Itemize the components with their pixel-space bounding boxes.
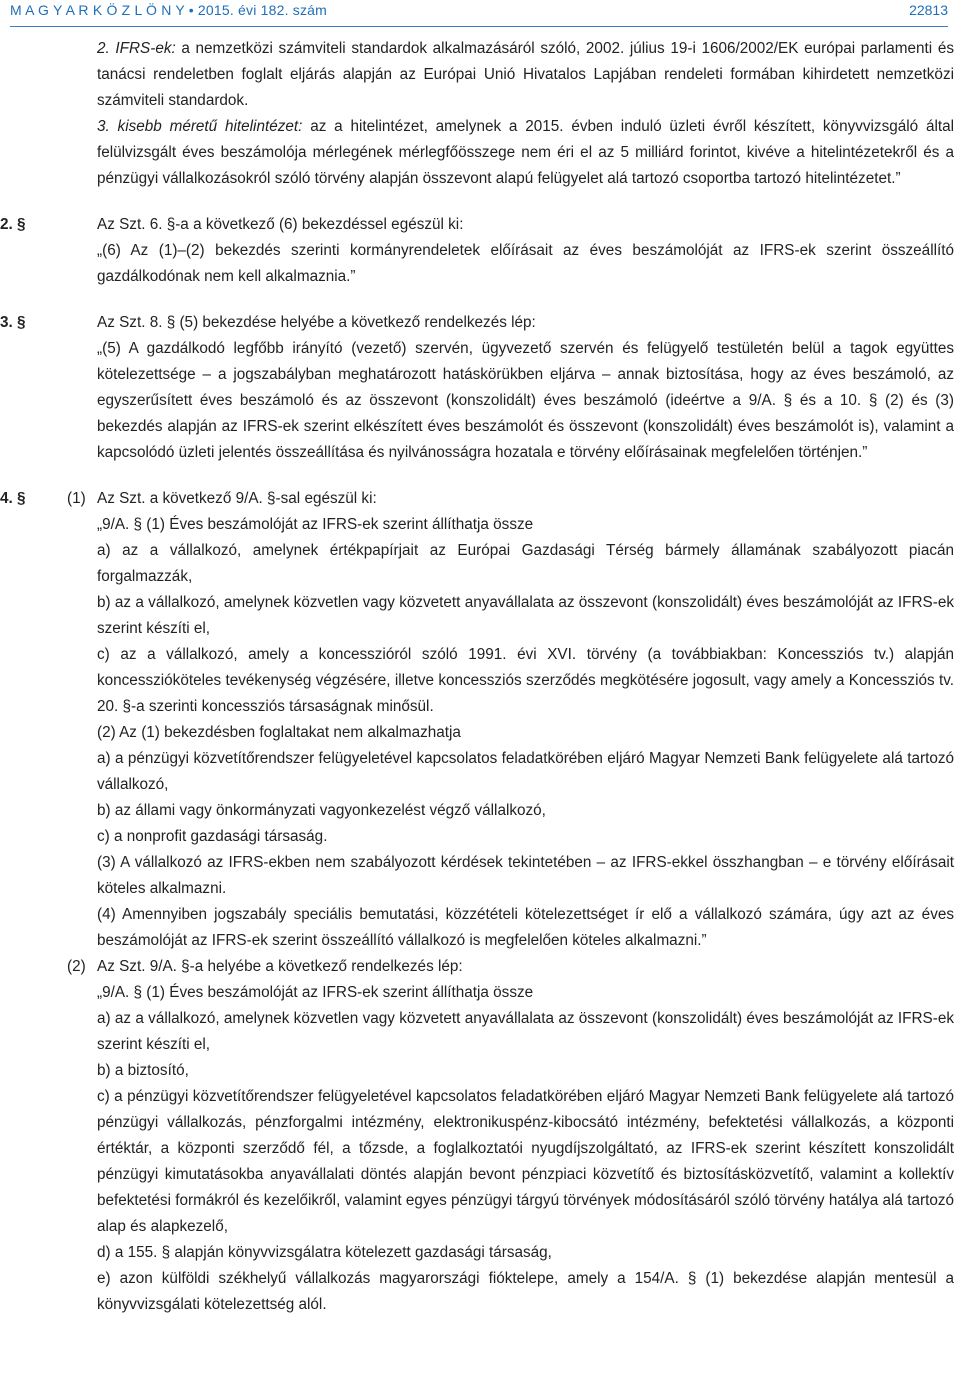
page-header <box>10 0 948 22</box>
subsection-2 <box>0 954 960 1318</box>
paragraph-line: a) a pénzügyi közvetítőrendszer felügyeletével kapcsolatos feladatkörében eljáró Magyar Nemzeti Bank felügyelete alá tartozó vállalkozó, <box>97 750 954 793</box>
paragraph-line: (2) Az (1) bekezdésben foglaltakat nem alkalmazhatja <box>97 724 461 741</box>
paragraph-line: (4) Amennyiben jogszabály speciális bemutatási, közzétételi kötelezettséget ír elő a vállalkozó számára, úgy azt az éves beszámolóját az IFRS-ek szerint összeállító vállalkozó is megfelelően köteles alkalmazni.” <box>97 906 954 949</box>
definition-ifrs <box>0 36 960 114</box>
definition-text: a nemzetközi számviteli standardok alkalmazásáról szóló, 2002. július 19-i 1606/2002/EK európai parlamenti és tanácsi rendeletben foglalt eljárás alapján az Európai Unió Hivatalos Lapjában rendeleti formában kihirdetett nemzetközi számviteli standardok. <box>97 40 954 109</box>
paragraph-line: d) a 155. § alapján könyvvizsgálatra kötelezett gazdasági társaság, <box>97 1244 552 1261</box>
subsection-number: (2) <box>67 958 86 975</box>
definition-term: 3. kisebb méretű hitelintézet: <box>97 118 303 135</box>
paragraph-line: b) az állami vagy önkormányzati vagyonkezelést végző vállalkozó, <box>97 802 546 819</box>
section-4 <box>0 486 960 1318</box>
section-intro: Az Szt. 6. §-a a következő (6) bekezdéssel egészül ki: <box>97 216 464 233</box>
section-intro: Az Szt. 8. § (5) bekezdése helyébe a következő rendelkezés lép: <box>97 314 536 331</box>
section-text: „(6) Az (1)–(2) bekezdés szerinti kormányrendeletek előírásait az éves beszámolóját az IFRS-ek szerint összeállító gazdálkodónak nem kell alkalmaznia.” <box>97 242 954 285</box>
definition-small-bank <box>0 114 960 192</box>
section-2 <box>0 212 960 290</box>
subsection-intro: Az Szt. a következő 9/A. §-sal egészül ki: <box>97 490 377 507</box>
paragraph-line: (3) A vállalkozó az IFRS-ekben nem szabályozott kérdések tekintetében – az IFRS-ekkel összhangban – e törvény előírásait köteles alkalmazni. <box>97 854 954 897</box>
paragraph-line: b) az a vállalkozó, amelynek közvetlen vagy közvetett anyavállalata az összevont (konszolidált) éves beszámolóját az IFRS-ek szerint készíti el, <box>97 594 954 637</box>
paragraph-line: „9/A. § (1) Éves beszámolóját az IFRS-ek szerint állíthatja össze <box>97 516 534 533</box>
paragraph-line: a) az a vállalkozó, amelynek közvetlen vagy közvetett anyavállalata az összevont (konszolidált) éves beszámolóját az IFRS-ek szerint készíti el, <box>97 1010 954 1053</box>
subsection-number: (1) <box>67 490 86 507</box>
header-rule <box>10 26 948 27</box>
paragraph-line: a) az a vállalkozó, amelynek értékpapírjait az Európai Gazdasági Térség bármely államának szabályozott piacán forgalmazzák, <box>97 542 954 585</box>
journal-title: M A G Y A R K Ö Z L Ö N Y • 2015. évi 182. szám <box>10 2 328 18</box>
section-number: 3. § <box>0 314 26 331</box>
section-text: „(5) A gazdálkodó legfőbb irányító (vezető) szervén, ügyvezető szervén és felügyelő testületén belül a tagok együttes kötelezettsége – a jogszabályban meghatározott hatáskörükben eljárva – annak biztosítása, hogy az éves beszámoló, az egyszerűsített éves beszámoló és az összevont (konszolidált) éves beszámoló (ideértve a 9/A. § és a 10. § (2) és (3) bekezdés alapján az IFRS-ek szerint elkészített éves beszámolót és összevont (konszolidált) éves beszámolót is), valamint a kapcsolódó üzleti jelentés összeállítása és nyilvánosságra hozatala e törvény előírásainak megfelelően történjen.” <box>97 340 954 461</box>
subsection-1 <box>0 486 960 954</box>
paragraph-line: „9/A. § (1) Éves beszámolóját az IFRS-ek szerint állíthatja össze <box>97 984 534 1001</box>
paragraph-line: b) a biztosító, <box>97 1062 189 1079</box>
section-3 <box>0 310 960 466</box>
paragraph-line: e) azon külföldi székhelyű vállalkozás magyarországi fióktelepe, amely a 154/A. § (1) bekezdése alapján mentesül a könyvvizsgálati kötelezettség alól. <box>97 1270 954 1313</box>
paragraph-line: c) az a vállalkozó, amely a koncesszióról szóló 1991. évi XVI. törvény (a továbbiakban: Koncessziós tv.) alapján koncesszióköteles tevékenység végzésére, illetve koncessziós szerződés megkötésére jogosult, vagy amely a Koncessziós tv. 20. §-a szerinti koncessziós társaságnak minősül. <box>97 646 954 715</box>
subsection-lines <box>0 512 960 954</box>
subsection-lines <box>0 980 960 1318</box>
paragraph-line: c) a pénzügyi közvetítőrendszer felügyeletével kapcsolatos feladatkörében eljáró Magyar Nemzeti Bank felügyelete alá tartozó pénzügyi vállalkozás, pénzforgalmi intézmény, elektronikuspénz-kibocsátó intézmény, befektetési vállalkozás, a központi értéktár, a központi szerződő fél, a tőzsde, a foglalkoztatói nyugdíjszolgáltató, az IFRS-ek szerint készített konszolidált pénzügyi kimutatásokba anyavállalati döntés alapján bevont pénzpiaci közvetítő és biztosításközvetítő, valamint a kollektív befektetési formákról és kezelőikről, valamint egyes pénzügyi tárgyú törvények módosításáról szóló törvény hatálya alá tartozó alap és alapkezelő, <box>97 1088 954 1235</box>
subsection-intro: Az Szt. 9/A. §-a helyébe a következő rendelkezés lép: <box>97 958 463 975</box>
page-number: 22813 <box>909 2 948 18</box>
definition-term: 2. IFRS-ek: <box>97 40 176 57</box>
definition-text: az a hitelintézet, amelynek a 2015. évben induló üzleti évről készített, könyvvizsgáló által felülvizsgált éves beszámolója mérlegének mérlegfőösszege nem éri el az 5 milliárd forintot, kivéve a hitelintézetekről és a pénzügyi vállalkozásokról szóló törvény alapján összevont alapú felügyelet alá tartozó csoportba tartozó hitelintézetet.” <box>97 118 955 187</box>
document-body <box>0 36 960 1318</box>
paragraph-line: c) a nonprofit gazdasági társaság. <box>97 828 328 845</box>
section-number: 4. § <box>0 490 26 507</box>
section-number: 2. § <box>0 216 26 233</box>
